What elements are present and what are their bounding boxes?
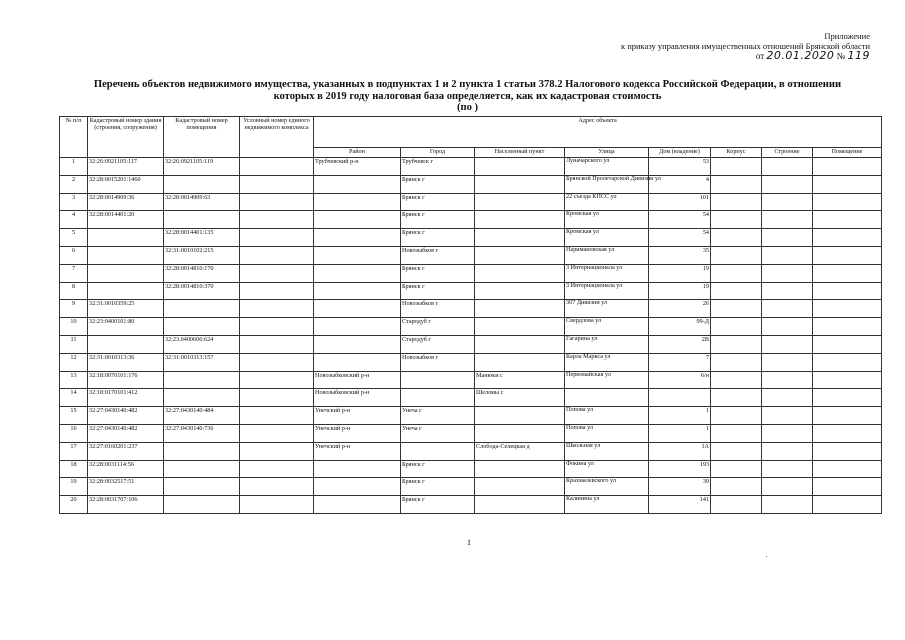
cell-cad-premises <box>164 496 240 514</box>
cell-premise <box>813 282 882 300</box>
cell-settlement: Слобода-Селецкая д <box>475 442 565 460</box>
header-district: Район <box>314 148 401 158</box>
cell-street: Брянской Пролетарской Дивизии ул <box>565 175 649 193</box>
header-cad-building: Кадастровый номер здания (строения, сооружения) <box>88 117 164 158</box>
title-line-1: Перечень объектов недвижимого имущества, указанных в подпунктах 1 и 2 пункта 1 статьи 378.2 Налогового кодекса Российской Федерации, в отношении <box>93 79 842 90</box>
cell-house: 19 <box>649 282 711 300</box>
cell-building <box>762 335 813 353</box>
cell-district <box>314 264 401 282</box>
cell-district: Унечский р-н <box>314 407 401 425</box>
cell-cad-premises <box>164 318 240 336</box>
title-line-3: (по ) <box>456 102 479 113</box>
order-reference: к приказу управления имущественных отношений Брянской области <box>620 41 870 51</box>
table-row <box>60 496 882 514</box>
cell-num: 18 <box>60 460 88 478</box>
cell-settlement: Шеломы с <box>475 389 565 407</box>
cell-building <box>762 442 813 460</box>
header-settlement: Населенный пункт <box>475 148 565 158</box>
cell-num: 1 <box>60 158 88 176</box>
cell-conditional <box>240 460 314 478</box>
cell-settlement: Манюки с <box>475 371 565 389</box>
cell-korpus <box>711 389 762 407</box>
cell-settlement <box>475 407 565 425</box>
cell-conditional <box>240 407 314 425</box>
cell-settlement <box>475 264 565 282</box>
cell-cad-premises <box>164 371 240 389</box>
title-line-2: которых в 2019 году налоговая база определяется, как их кадастровая стоимость <box>273 90 662 102</box>
cell-street: Луначарского ул <box>565 158 649 176</box>
cell-cad-building <box>88 264 164 282</box>
cell-building <box>762 389 813 407</box>
cell-city: Унеча г <box>401 424 475 442</box>
cell-num: 16 <box>60 424 88 442</box>
cell-conditional <box>240 229 314 247</box>
cell-cad-premises <box>164 211 240 229</box>
cell-conditional <box>240 371 314 389</box>
cell-city: Стародуб г <box>401 335 475 353</box>
cell-district: Унечский р-н <box>314 424 401 442</box>
cell-cad-premises <box>164 175 240 193</box>
cell-num: 3 <box>60 193 88 211</box>
cell-district <box>314 246 401 264</box>
cell-district <box>314 211 401 229</box>
cell-cad-premises: 32:27:0430140:736 <box>164 424 240 442</box>
header-conditional: Условный номер единого недвижимого комплекса <box>240 117 314 158</box>
cell-cad-building: 32:28:0014909:36 <box>88 193 164 211</box>
cell-premise <box>813 229 882 247</box>
cell-korpus <box>711 175 762 193</box>
cell-city <box>401 442 475 460</box>
cell-district <box>314 318 401 336</box>
header-premise: Помещение <box>813 148 882 158</box>
cell-building <box>762 407 813 425</box>
cell-settlement <box>475 229 565 247</box>
cell-korpus <box>711 460 762 478</box>
cell-settlement <box>475 282 565 300</box>
cell-cad-building <box>88 335 164 353</box>
cell-house: 6/н <box>649 371 711 389</box>
cell-settlement <box>475 460 565 478</box>
cell-building <box>762 264 813 282</box>
cell-cad-building: 32:23:0400101:80 <box>88 318 164 336</box>
cell-premise <box>813 496 882 514</box>
cell-house: 99-Д <box>649 318 711 336</box>
table-row <box>60 442 882 460</box>
cell-premise <box>813 211 882 229</box>
table-row <box>60 264 882 282</box>
cell-city: Стародуб г <box>401 318 475 336</box>
cell-cad-premises: 32:26:0921105:119 <box>164 158 240 176</box>
cell-num: 5 <box>60 229 88 247</box>
cell-conditional <box>240 389 314 407</box>
cell-korpus <box>711 335 762 353</box>
from-prefix: от <box>755 51 765 61</box>
cell-conditional <box>240 193 314 211</box>
cell-settlement <box>475 478 565 496</box>
cell-cad-building: 32:31:0010359:25 <box>88 300 164 318</box>
cell-house: 39 <box>649 478 711 496</box>
header-address: Адрес объекта <box>314 117 882 148</box>
cell-cad-building: 32:28:0031114:56 <box>88 460 164 478</box>
cell-premise <box>813 175 882 193</box>
cell-num: 14 <box>60 389 88 407</box>
cell-street: Гагарина ул <box>565 335 649 353</box>
cell-cad-building <box>88 282 164 300</box>
cell-street: Крахмалевского ул <box>565 478 649 496</box>
cell-building <box>762 424 813 442</box>
cell-street: 3 Интернационала ул <box>565 264 649 282</box>
cell-city: Брянск г <box>401 211 475 229</box>
cell-cad-premises: 32:31:0010313:157 <box>164 353 240 371</box>
cell-street: Фокина ул <box>565 460 649 478</box>
cell-num: 7 <box>60 264 88 282</box>
cell-conditional <box>240 496 314 514</box>
scan-speck <box>766 556 767 557</box>
cell-building <box>762 211 813 229</box>
cell-settlement <box>475 193 565 211</box>
cell-city: Брянск г <box>401 496 475 514</box>
cell-settlement <box>475 246 565 264</box>
cell-house: 35 <box>649 246 711 264</box>
cell-premise <box>813 389 882 407</box>
cell-num: 11 <box>60 335 88 353</box>
cell-house: 193 <box>649 460 711 478</box>
table-row <box>60 211 882 229</box>
cell-cad-premises: 32:28:0014810:370 <box>164 282 240 300</box>
cell-num: 4 <box>60 211 88 229</box>
cell-cad-building <box>88 246 164 264</box>
cell-settlement <box>475 175 565 193</box>
cell-cad-premises: 32:28:0014810:170 <box>164 264 240 282</box>
cell-district <box>314 353 401 371</box>
cell-street: Первомайская ул <box>565 371 649 389</box>
table-row <box>60 389 882 407</box>
cell-house: 19 <box>649 264 711 282</box>
cell-conditional <box>240 424 314 442</box>
cell-building <box>762 478 813 496</box>
cell-cad-building: 32:28:0015201:1460 <box>88 175 164 193</box>
cell-premise <box>813 158 882 176</box>
cell-premise <box>813 460 882 478</box>
cell-korpus <box>711 407 762 425</box>
cell-city <box>401 371 475 389</box>
cell-cad-premises: 32:28:0014909:63 <box>164 193 240 211</box>
page-number: 1 <box>467 538 471 547</box>
cell-building <box>762 193 813 211</box>
cell-conditional <box>240 353 314 371</box>
cell-cad-building: 32:28:0031707:106 <box>88 496 164 514</box>
table-row <box>60 424 882 442</box>
table-row <box>60 478 882 496</box>
cell-street: Попова ул <box>565 424 649 442</box>
cell-korpus <box>711 496 762 514</box>
cell-district <box>314 300 401 318</box>
cell-premise <box>813 371 882 389</box>
cell-korpus <box>711 442 762 460</box>
cell-settlement <box>475 211 565 229</box>
cell-building <box>762 353 813 371</box>
cell-building <box>762 158 813 176</box>
header-korpus: Корпус <box>711 148 762 158</box>
cell-korpus <box>711 282 762 300</box>
cell-building <box>762 318 813 336</box>
cell-cad-building <box>88 229 164 247</box>
cell-district: Новозыбковский р-н <box>314 371 401 389</box>
cell-num: 8 <box>60 282 88 300</box>
cell-building <box>762 175 813 193</box>
cell-cad-premises: 32:28:0014401:135 <box>164 229 240 247</box>
cell-street: Кромская ул <box>565 211 649 229</box>
cell-house: 4 <box>649 175 711 193</box>
cell-korpus <box>711 158 762 176</box>
cell-district <box>314 282 401 300</box>
cell-cad-building: 32:26:0921105:117 <box>88 158 164 176</box>
header-cad-premises: Кадастровый номер помещения <box>164 117 240 158</box>
cell-cad-premises: 32:31:0010102:215 <box>164 246 240 264</box>
cell-num: 12 <box>60 353 88 371</box>
cell-district <box>314 193 401 211</box>
cell-conditional <box>240 246 314 264</box>
cell-city: Брянск г <box>401 229 475 247</box>
cell-house: 54 <box>649 211 711 229</box>
cell-cad-building: 32:18:0170101:412 <box>88 389 164 407</box>
cell-cad-premises: 32:27:0430140:484 <box>164 407 240 425</box>
cell-building <box>762 460 813 478</box>
cell-district <box>314 229 401 247</box>
cell-conditional <box>240 175 314 193</box>
cell-building <box>762 300 813 318</box>
cell-conditional <box>240 478 314 496</box>
cell-premise <box>813 353 882 371</box>
cell-street: 22 съезда КПСС ул <box>565 193 649 211</box>
cell-city <box>401 389 475 407</box>
cell-num: 2 <box>60 175 88 193</box>
cell-cad-premises <box>164 442 240 460</box>
cell-house: 2В <box>649 335 711 353</box>
header-building: Строение <box>762 148 813 158</box>
cell-street: Калинина ул <box>565 496 649 514</box>
cell-num: 17 <box>60 442 88 460</box>
table-row <box>60 193 882 211</box>
cell-city: Брянск г <box>401 175 475 193</box>
cell-settlement <box>475 353 565 371</box>
cell-city: Трубчевск г <box>401 158 475 176</box>
cell-city: Новозыбков г <box>401 300 475 318</box>
cell-cad-premises <box>164 389 240 407</box>
cell-num: 15 <box>60 407 88 425</box>
cell-city: Брянск г <box>401 193 475 211</box>
cell-city: Новозыбков г <box>401 246 475 264</box>
cell-district <box>314 496 401 514</box>
cell-cad-premises <box>164 460 240 478</box>
cell-num: 20 <box>60 496 88 514</box>
cell-house: 1 <box>649 424 711 442</box>
cell-cad-building: 32:31:0010313:36 <box>88 353 164 371</box>
table-row <box>60 371 882 389</box>
appendix-block <box>621 31 870 61</box>
appendix-label: Приложение <box>824 31 870 41</box>
cell-premise <box>813 407 882 425</box>
cell-settlement <box>475 300 565 318</box>
cell-cad-building: 32:27:0160201:237 <box>88 442 164 460</box>
cell-korpus <box>711 246 762 264</box>
cell-district: Трубчевский р-н <box>314 158 401 176</box>
cell-house: 7 <box>649 353 711 371</box>
handwritten-number: 119 <box>847 49 870 62</box>
order-date-number <box>621 51 870 61</box>
cell-premise <box>813 335 882 353</box>
cell-street <box>565 389 649 407</box>
cell-cad-building: 32:28:0014401:20 <box>88 211 164 229</box>
cell-korpus <box>711 193 762 211</box>
cell-conditional <box>240 211 314 229</box>
cell-city: Унеча г <box>401 407 475 425</box>
table-row <box>60 246 882 264</box>
header-street: Улица <box>565 148 649 158</box>
cell-conditional <box>240 318 314 336</box>
cell-district <box>314 335 401 353</box>
cell-settlement <box>475 335 565 353</box>
cell-premise <box>813 424 882 442</box>
cell-premise <box>813 318 882 336</box>
cell-cad-building: 32:28:0032517:51 <box>88 478 164 496</box>
cell-conditional <box>240 282 314 300</box>
cell-street: Кромская ул <box>565 229 649 247</box>
cell-street: Попова ул <box>565 407 649 425</box>
document-title <box>55 79 880 114</box>
cell-house: 141 <box>649 496 711 514</box>
cell-city: Брянск г <box>401 264 475 282</box>
cell-house: 1 <box>649 407 711 425</box>
cell-premise <box>813 246 882 264</box>
cell-conditional <box>240 300 314 318</box>
cell-city: Брянск г <box>401 282 475 300</box>
cell-num: 6 <box>60 246 88 264</box>
cell-district <box>314 478 401 496</box>
cell-korpus <box>711 211 762 229</box>
header-num: № п/п <box>60 117 88 158</box>
cell-building <box>762 229 813 247</box>
cell-premise <box>813 264 882 282</box>
cell-city: Брянск г <box>401 478 475 496</box>
cell-korpus <box>711 264 762 282</box>
cell-conditional <box>240 264 314 282</box>
table-row <box>60 318 882 336</box>
cell-settlement <box>475 424 565 442</box>
cell-street: 307 Дивизии ул <box>565 300 649 318</box>
cell-city: Новозыбков г <box>401 353 475 371</box>
cell-house: 53 <box>649 158 711 176</box>
cell-street: Карла Маркса ул <box>565 353 649 371</box>
cell-cad-building: 32:27:0430140:482 <box>88 407 164 425</box>
cell-cad-building: 32:27:0430140:482 <box>88 424 164 442</box>
cell-premise <box>813 193 882 211</box>
cell-korpus <box>711 371 762 389</box>
cell-district: Новозыбковский р-н <box>314 389 401 407</box>
cell-district: Унечский р-н <box>314 442 401 460</box>
cell-cad-premises <box>164 478 240 496</box>
handwritten-date: 20.01.2020 <box>766 49 835 62</box>
table-row <box>60 175 882 193</box>
cell-house: 54 <box>649 229 711 247</box>
cell-cad-building: 32:18:0070101:176 <box>88 371 164 389</box>
cell-district <box>314 175 401 193</box>
table-body <box>60 158 882 514</box>
property-table <box>59 116 882 514</box>
cell-street: Свердлова ул <box>565 318 649 336</box>
table-row <box>60 282 882 300</box>
cell-building <box>762 246 813 264</box>
cell-korpus <box>711 229 762 247</box>
cell-building <box>762 371 813 389</box>
cell-house: 101 <box>649 193 711 211</box>
table-row <box>60 407 882 425</box>
cell-house <box>649 389 711 407</box>
cell-korpus <box>711 318 762 336</box>
cell-city: Брянск г <box>401 460 475 478</box>
cell-premise <box>813 442 882 460</box>
cell-settlement <box>475 496 565 514</box>
cell-settlement <box>475 158 565 176</box>
cell-house: 26 <box>649 300 711 318</box>
cell-korpus <box>711 353 762 371</box>
cell-building <box>762 282 813 300</box>
cell-num: 13 <box>60 371 88 389</box>
cell-korpus <box>711 424 762 442</box>
table-row <box>60 158 882 176</box>
cell-cad-premises <box>164 300 240 318</box>
cell-conditional <box>240 158 314 176</box>
cell-korpus <box>711 478 762 496</box>
cell-street: 3 Интернационала ул <box>565 282 649 300</box>
cell-house: 1А <box>649 442 711 460</box>
cell-cad-premises: 32:23.0400606:624 <box>164 335 240 353</box>
table-row <box>60 460 882 478</box>
table-row <box>60 353 882 371</box>
cell-premise <box>813 300 882 318</box>
header-city: Город <box>401 148 475 158</box>
table-row <box>60 300 882 318</box>
table-row <box>60 229 882 247</box>
table-row <box>60 335 882 353</box>
cell-building <box>762 496 813 514</box>
number-sign: № <box>836 51 846 61</box>
cell-conditional <box>240 442 314 460</box>
cell-num: 9 <box>60 300 88 318</box>
cell-street: Наримановская ул <box>565 246 649 264</box>
cell-district <box>314 460 401 478</box>
header-house: Дом (владение) <box>649 148 711 158</box>
cell-korpus <box>711 300 762 318</box>
cell-num: 10 <box>60 318 88 336</box>
cell-conditional <box>240 335 314 353</box>
cell-street: Школьная ул <box>565 442 649 460</box>
cell-num: 19 <box>60 478 88 496</box>
cell-settlement <box>475 318 565 336</box>
cell-premise <box>813 478 882 496</box>
